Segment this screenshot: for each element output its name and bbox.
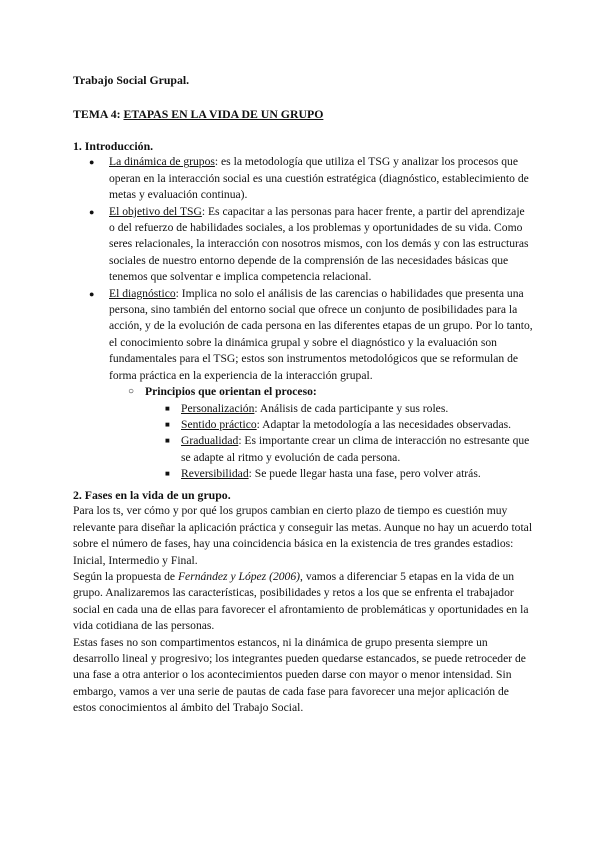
section-introduccion [73, 138, 533, 483]
principles-heading-text: Principios que orientan el proceso: [145, 385, 317, 399]
list-item [73, 154, 533, 203]
bullet-text: : es la metodología que utiliza el TSG y analizar los procesos que operan en la interacción social es una cuestión estratégica (diagnóstico, establecimiento de metas y evaluación continua). [109, 155, 529, 202]
principle-text: : Adaptar la metodología a las necesidades observadas. [256, 417, 512, 431]
bullet-term: La dinámica de grupos [109, 155, 215, 169]
square-bullet-icon: ■ [165, 436, 170, 446]
bullet-icon: ● [89, 206, 95, 217]
principle-text: : Es importante crear un clima de interacción no estresante que se adapte al ritmo y evolución de cada persona. [181, 434, 530, 464]
bullet-text: : Implica no solo el análisis de las carencias o habilidades que presenta una persona, sino también del entorno social que ofrece un conjunto de posibilidades para la acción, y de la evolución de cada persona en las diferentes etapas de un grupo. Por lo tanto, el conocimiento sobre la dinámica grupal y sobre el diagnóstico y la evaluación son fundamentales para el TSG; estos son instrumentos metodológicos que se reformulan de forma práctica en la experiencia de la interacción grupal. [109, 286, 533, 382]
list-item [73, 417, 533, 433]
principles-heading [73, 384, 533, 400]
paragraph-text: , vamos a diferenciar 5 etapas en la vida de un grupo. Analizaremos las características, posibilidades y retos a los que se enfrenta el trabajador social en cada una de ellas para favorecer el afrontamiento de problemáticas y oportunidades en la vida cotidiana de las personas. [73, 570, 529, 633]
tema-title: ETAPAS EN LA VIDA DE UN GRUPO [123, 107, 324, 121]
principle-term: Reversibilidad [181, 467, 249, 481]
square-bullet-icon: ■ [165, 469, 170, 479]
principle-term: Gradualidad [181, 434, 239, 448]
tema-prefix: TEMA 4: [73, 107, 124, 121]
citation: Fernández y López (2006) [177, 570, 301, 584]
principle-text: : Se puede llegar hasta una fase, pero volver atrás. [248, 467, 481, 481]
list-item [73, 286, 533, 384]
principle-text: : Análisis de cada participante y sus roles. [254, 401, 449, 415]
bullet-text: : Es capacitar a las personas para hacer frente, a partir del aprendizaje o del refuerzo de habilidades sociales, a los problemas y oportunidades de su vida. Como seres relacionales, la interacción con nosotros mismos, con los demás y con las estructuras sociales de nuestro entorno depende de la comprensión de las necesidades básicas que tenemos que solventar e implica competencia relacional. [109, 204, 529, 284]
paragraph: Estas fases no son compartimentos estancos, ni la dinámica de grupo presenta siempre un desarrollo lineal y progresivo; los integrantes pueden quedarse estancados, se puede retroceder de una fase a otra anterior o los acontecimientos pueden darse con mayor o menor intensidad. Sin embargo, vamos a ver una serie de pautas de cada fase para favorecer una mejor aplicación de estos conocimientos al ámbito del Trabajo Social. [73, 635, 526, 715]
principles-list [73, 401, 533, 483]
list-item [73, 401, 533, 417]
bullet-term: El diagnóstico [109, 286, 176, 300]
section-1-heading: 1. Introducción. [73, 139, 154, 153]
square-bullet-icon: ■ [165, 403, 170, 413]
section-fases [73, 487, 533, 717]
document-title: Trabajo Social Grupal. [73, 73, 190, 87]
section-2-heading: 2. Fases en la vida de un grupo. [73, 488, 231, 502]
bullet-icon: ● [89, 157, 95, 168]
bullet-term: El objetivo del TSG [109, 204, 202, 218]
intro-bullet-list [73, 154, 533, 384]
circle-bullet-icon: ○ [128, 386, 135, 398]
list-item [73, 433, 533, 466]
paragraph: Para los ts, ver cómo y por qué los grupos cambian en cierto plazo de tiempo es cuestión muy relevante para diseñar la aplicación práctica y conseguir las metas. Aunque no hay un acuerdo total sobre el número de fases, hay una coincidencia básica en la existencia de tres grandes estadios: Inicial, Intermedio y Final. [73, 504, 533, 567]
tema-heading [73, 106, 323, 122]
list-item [73, 204, 533, 286]
principle-term: Sentido práctico [181, 417, 257, 431]
bullet-icon: ● [89, 288, 95, 299]
list-item [73, 466, 533, 482]
paragraph-text: Según la propuesta de [73, 570, 178, 584]
principle-term: Personalización [181, 401, 255, 415]
square-bullet-icon: ■ [165, 419, 170, 429]
paragraph [73, 569, 533, 635]
